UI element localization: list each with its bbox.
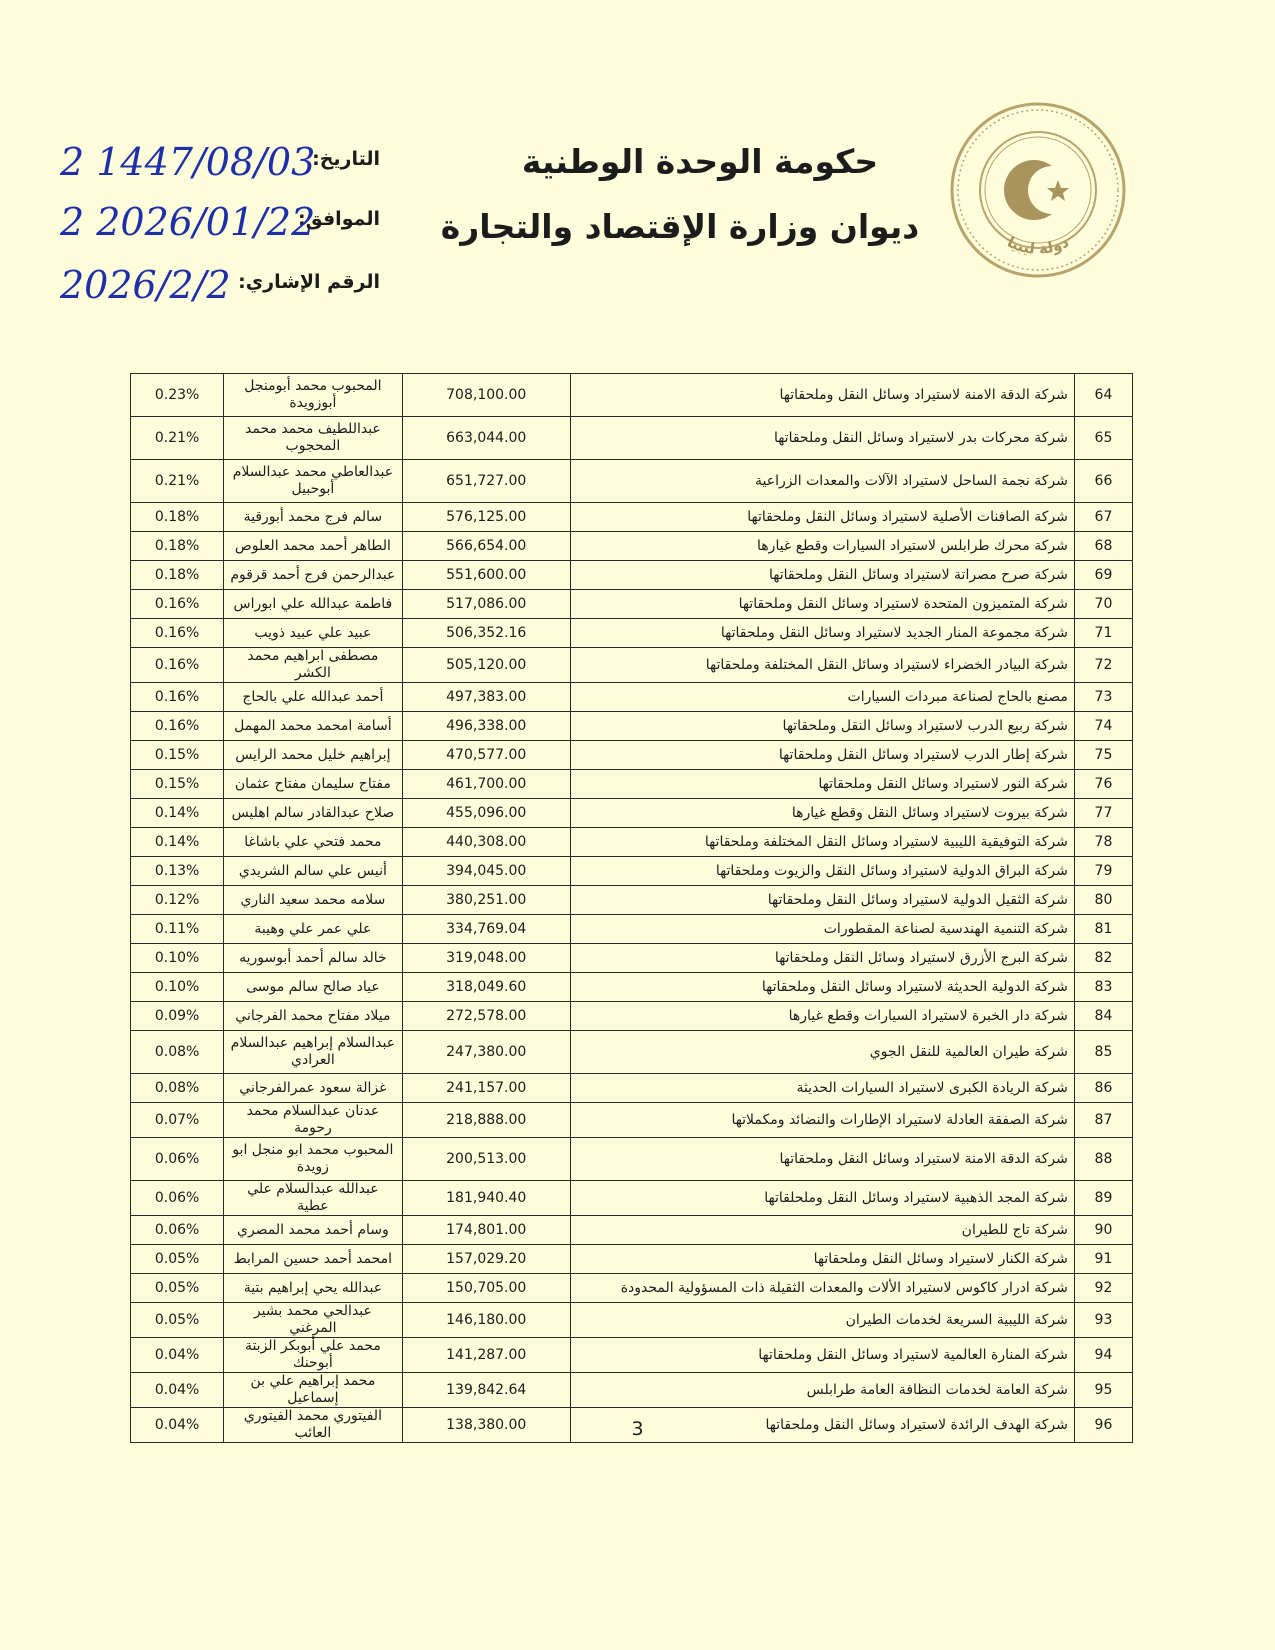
share-percent-cell: 0.18% [131, 532, 224, 561]
table-row [131, 1074, 1133, 1103]
row-number-cell: 64 [1074, 374, 1132, 417]
row-number-cell: 69 [1074, 561, 1132, 590]
share-percent-cell: 0.16% [131, 712, 224, 741]
table-row [131, 915, 1133, 944]
share-percent-cell: 0.21% [131, 460, 224, 503]
company-name-cell: شركة تاج للطيران [570, 1216, 1074, 1245]
share-percent-cell: 0.08% [131, 1074, 224, 1103]
owner-name-cell: مصطفى ابراهيم محمد الكشر [224, 648, 402, 683]
amount-cell: 497,383.00 [402, 683, 570, 712]
share-percent-cell: 0.06% [131, 1138, 224, 1181]
government-name: حكومة الوحدة الوطنية [521, 142, 879, 181]
companies-table [130, 373, 1133, 1443]
company-name-cell: شركة البيادر الخضراء لاستيراد وسائل النقل المختلفة وملحقاتها [570, 648, 1074, 683]
amount-cell: 174,801.00 [402, 1216, 570, 1245]
share-percent-cell: 0.07% [131, 1103, 224, 1138]
table-row [131, 770, 1133, 799]
share-percent-cell: 0.06% [131, 1181, 224, 1216]
share-percent-cell: 0.06% [131, 1216, 224, 1245]
company-name-cell: شركة النور لاستيراد وسائل النقل وملحقاتها [570, 770, 1074, 799]
gregorian-date-value: 2 2026/01/22 [60, 200, 316, 244]
reference-number-field [60, 263, 380, 313]
amount-cell: 506,352.16 [402, 619, 570, 648]
owner-name-cell: الطاهر أحمد محمد العلوص [224, 532, 402, 561]
row-number-cell: 91 [1074, 1245, 1132, 1274]
amount-cell: 141,287.00 [402, 1338, 570, 1373]
amount-cell: 218,888.00 [402, 1103, 570, 1138]
ministry-name: ديوان وزارة الإقتصاد والتجارة [440, 207, 920, 246]
row-number-cell: 76 [1074, 770, 1132, 799]
share-percent-cell: 0.12% [131, 886, 224, 915]
table-row [131, 741, 1133, 770]
share-percent-cell: 0.15% [131, 741, 224, 770]
table-row [131, 1181, 1133, 1216]
row-number-cell: 67 [1074, 503, 1132, 532]
row-number-cell: 71 [1074, 619, 1132, 648]
table-row [131, 460, 1133, 503]
company-name-cell: شركة نجمة الساحل لاستيراد الآلات والمعدات الزراعية [570, 460, 1074, 503]
amount-cell: 708,100.00 [402, 374, 570, 417]
company-name-cell: شركة المنارة العالمية لاستيراد وسائل النقل وملحقاتها [570, 1338, 1074, 1373]
amount-cell: 496,338.00 [402, 712, 570, 741]
share-percent-cell: 0.04% [131, 1373, 224, 1408]
amount-cell: 517,086.00 [402, 590, 570, 619]
share-percent-cell: 0.11% [131, 915, 224, 944]
row-number-cell: 88 [1074, 1138, 1132, 1181]
amount-cell: 505,120.00 [402, 648, 570, 683]
row-number-cell: 80 [1074, 886, 1132, 915]
owner-name-cell: ميلاد مفتاح محمد الفرجاني [224, 1002, 402, 1031]
row-number-cell: 66 [1074, 460, 1132, 503]
amount-cell: 470,577.00 [402, 741, 570, 770]
table-row [131, 1138, 1133, 1181]
table-row [131, 417, 1133, 460]
table-row [131, 973, 1133, 1002]
amount-cell: 440,308.00 [402, 828, 570, 857]
amount-cell: 200,513.00 [402, 1138, 570, 1181]
amount-cell: 334,769.04 [402, 915, 570, 944]
owner-name-cell: صلاح عبدالقادر سالم اهليس [224, 799, 402, 828]
table-row [131, 1274, 1133, 1303]
table-row [131, 1373, 1133, 1408]
owner-name-cell: المحبوب محمد أبومنجل أبوزويدة [224, 374, 402, 417]
company-name-cell: شركة الصافنات الأصلية لاستيراد وسائل النقل وملحقاتها [570, 503, 1074, 532]
company-name-cell: شركة محركات بدر لاستيراد وسائل النقل وملحقاتها [570, 417, 1074, 460]
table-row [131, 799, 1133, 828]
share-percent-cell: 0.15% [131, 770, 224, 799]
company-name-cell: شركة محرك طرابلس لاستيراد السيارات وقطع غيارها [570, 532, 1074, 561]
amount-cell: 247,380.00 [402, 1031, 570, 1074]
owner-name-cell: سلامه محمد سعيد الناري [224, 886, 402, 915]
share-percent-cell: 0.05% [131, 1303, 224, 1338]
table-row [131, 828, 1133, 857]
companies-table-body [131, 374, 1133, 1443]
company-name-cell: شركة التوفيقية الليبية لاستيراد وسائل النقل المختلفة وملحقاتها [570, 828, 1074, 857]
table-row [131, 712, 1133, 741]
table-row [131, 857, 1133, 886]
table-row [131, 590, 1133, 619]
owner-name-cell: أسامة امحمد محمد المهمل [224, 712, 402, 741]
owner-name-cell: عبدالحي محمد بشير المرغني [224, 1303, 402, 1338]
company-name-cell: شركة دار الخبرة لاستيراد السيارات وقطع غيارها [570, 1002, 1074, 1031]
share-percent-cell: 0.10% [131, 973, 224, 1002]
company-name-cell: شركة ادرار كاكوس لاستيراد الألات والمعدات الثقيلة ذات المسؤولية المحدودة [570, 1274, 1074, 1303]
company-name-cell: شركة التنمية الهندسية لصناعة المقطورات [570, 915, 1074, 944]
company-name-cell: شركة البرج الأزرق لاستيراد وسائل النقل وملحقاتها [570, 944, 1074, 973]
company-name-cell: شركة الهدف الرائدة لاستيراد وسائل النقل وملحقاتها [570, 1408, 1074, 1443]
share-percent-cell: 0.08% [131, 1031, 224, 1074]
company-name-cell: شركة الدقة الامنة لاستيراد وسائل النقل وملحقاتها [570, 1138, 1074, 1181]
share-percent-cell: 0.13% [131, 857, 224, 886]
table-row [131, 648, 1133, 683]
hijri-date-value: 2 1447/08/03 [60, 140, 316, 184]
table-row [131, 1245, 1133, 1274]
hijri-date-label: التاريخ: [312, 148, 380, 170]
row-number-cell: 74 [1074, 712, 1132, 741]
share-percent-cell: 0.16% [131, 648, 224, 683]
amount-cell: 394,045.00 [402, 857, 570, 886]
company-name-cell: شركة الدولية الحديثة لاستيراد وسائل النقل وملحقاتها [570, 973, 1074, 1002]
owner-name-cell: عبيد علي عبيد ذويب [224, 619, 402, 648]
owner-name-cell: عبدالسلام إبراهيم عبدالسلام العرادي [224, 1031, 402, 1074]
company-name-cell: شركة الصفقة العادلة لاستيراد الإطارات والنضائد ومكملاتها [570, 1103, 1074, 1138]
row-number-cell: 92 [1074, 1274, 1132, 1303]
row-number-cell: 81 [1074, 915, 1132, 944]
row-number-cell: 94 [1074, 1338, 1132, 1373]
row-number-cell: 70 [1074, 590, 1132, 619]
table-row [131, 1002, 1133, 1031]
row-number-cell: 79 [1074, 857, 1132, 886]
state-seal-emblem [948, 100, 1128, 280]
company-name-cell: مصنع بالحاج لصناعة مبردات السيارات [570, 683, 1074, 712]
table-row [131, 1031, 1133, 1074]
share-percent-cell: 0.18% [131, 561, 224, 590]
amount-cell: 663,044.00 [402, 417, 570, 460]
company-name-cell: شركة بيروت لاستيراد وسائل النقل وقطع غيارها [570, 799, 1074, 828]
owner-name-cell: مفتاح سليمان مفتاح عثمان [224, 770, 402, 799]
share-percent-cell: 0.18% [131, 503, 224, 532]
amount-cell: 455,096.00 [402, 799, 570, 828]
row-number-cell: 85 [1074, 1031, 1132, 1074]
owner-name-cell: محمد فتحي علي باشاغا [224, 828, 402, 857]
amount-cell: 146,180.00 [402, 1303, 570, 1338]
share-percent-cell: 0.16% [131, 619, 224, 648]
table-row [131, 1216, 1133, 1245]
amount-cell: 566,654.00 [402, 532, 570, 561]
share-percent-cell: 0.04% [131, 1338, 224, 1373]
share-percent-cell: 0.09% [131, 1002, 224, 1031]
owner-name-cell: الفيتوري محمد الفيتوري العائب [224, 1408, 402, 1443]
share-percent-cell: 0.05% [131, 1274, 224, 1303]
amount-cell: 241,157.00 [402, 1074, 570, 1103]
share-percent-cell: 0.04% [131, 1408, 224, 1443]
company-name-cell: شركة العامة لخدمات النظافة العامة طرابلس [570, 1373, 1074, 1408]
amount-cell: 551,600.00 [402, 561, 570, 590]
row-number-cell: 78 [1074, 828, 1132, 857]
row-number-cell: 68 [1074, 532, 1132, 561]
company-name-cell: شركة مجموعة المنار الجديد لاستيراد وسائل النقل وملحقاتها [570, 619, 1074, 648]
row-number-cell: 82 [1074, 944, 1132, 973]
reference-number-label: الرقم الإشاري: [238, 271, 380, 293]
amount-cell: 318,049.60 [402, 973, 570, 1002]
table-row [131, 561, 1133, 590]
amount-cell: 272,578.00 [402, 1002, 570, 1031]
amount-cell: 576,125.00 [402, 503, 570, 532]
amount-cell: 461,700.00 [402, 770, 570, 799]
owner-name-cell: محمد إبراهيم علي بن إسماعيل [224, 1373, 402, 1408]
company-name-cell: شركة الدقة الامنة لاستيراد وسائل النقل وملحقاتها [570, 374, 1074, 417]
amount-cell: 319,048.00 [402, 944, 570, 973]
table-row [131, 886, 1133, 915]
row-number-cell: 75 [1074, 741, 1132, 770]
owner-name-cell: امحمد أحمد حسين المرابط [224, 1245, 402, 1274]
share-percent-cell: 0.16% [131, 590, 224, 619]
owner-name-cell: عبداللطيف محمد محمد المحجوب [224, 417, 402, 460]
row-number-cell: 83 [1074, 973, 1132, 1002]
owner-name-cell: عبدالعاطي محمد عبدالسلام أبوحبيل [224, 460, 402, 503]
table-row [131, 619, 1133, 648]
amount-cell: 139,842.64 [402, 1373, 570, 1408]
owner-name-cell: إبراهيم خليل محمد الرايس [224, 741, 402, 770]
row-number-cell: 95 [1074, 1373, 1132, 1408]
row-number-cell: 93 [1074, 1303, 1132, 1338]
owner-name-cell: أحمد عبدالله علي بالحاج [224, 683, 402, 712]
row-number-cell: 90 [1074, 1216, 1132, 1245]
table-row [131, 1303, 1133, 1338]
page-number: 3 [631, 1418, 644, 1440]
svg-text:دولة ليبيا [1004, 233, 1072, 258]
row-number-cell: 77 [1074, 799, 1132, 828]
company-name-cell: شركة البراق الدولية لاستيراد وسائل النقل والزيوت وملحقاتها [570, 857, 1074, 886]
company-name-cell: شركة الليبية السريعة لخدمات الطيران [570, 1303, 1074, 1338]
owner-name-cell: محمد علي أبوبكر الزبتة أبوحنك [224, 1338, 402, 1373]
row-number-cell: 65 [1074, 417, 1132, 460]
row-number-cell: 72 [1074, 648, 1132, 683]
gregorian-date-label: الموافق: [298, 208, 380, 230]
company-name-cell: شركة صرح مصراتة لاستيراد وسائل النقل وملحقاتها [570, 561, 1074, 590]
amount-cell: 138,380.00 [402, 1408, 570, 1443]
owner-name-cell: خالد سالم أحمد أبوسوريه [224, 944, 402, 973]
table-row [131, 503, 1133, 532]
share-percent-cell: 0.05% [131, 1245, 224, 1274]
owner-name-cell: غزالة سعود عمرالفرجاني [224, 1074, 402, 1103]
owner-name-cell: عياد صالح سالم موسى [224, 973, 402, 1002]
amount-cell: 150,705.00 [402, 1274, 570, 1303]
owner-name-cell: علي عمر علي وهيبة [224, 915, 402, 944]
amount-cell: 380,251.00 [402, 886, 570, 915]
row-number-cell: 84 [1074, 1002, 1132, 1031]
owner-name-cell: عدنان عبدالسلام محمد رحومة [224, 1103, 402, 1138]
share-percent-cell: 0.16% [131, 683, 224, 712]
share-percent-cell: 0.21% [131, 417, 224, 460]
gregorian-date-field [60, 200, 380, 250]
row-number-cell: 96 [1074, 1408, 1132, 1443]
owner-name-cell: أنيس علي سالم الشريدي [224, 857, 402, 886]
share-percent-cell: 0.14% [131, 799, 224, 828]
company-name-cell: شركة المتميزون المتحدة لاستيراد وسائل النقل وملحقاتها [570, 590, 1074, 619]
share-percent-cell: 0.23% [131, 374, 224, 417]
owner-name-cell: سالم فرج محمد أبورقية [224, 503, 402, 532]
table-row [131, 1103, 1133, 1138]
owner-name-cell: فاطمة عبدالله علي ابوراس [224, 590, 402, 619]
amount-cell: 181,940.40 [402, 1181, 570, 1216]
owner-name-cell: عبدالرحمن فرج أحمد قرقوم [224, 561, 402, 590]
table-row [131, 374, 1133, 417]
share-percent-cell: 0.14% [131, 828, 224, 857]
owner-name-cell: وسام أحمد محمد المصري [224, 1216, 402, 1245]
table-row [131, 683, 1133, 712]
row-number-cell: 73 [1074, 683, 1132, 712]
company-name-cell: شركة ربيع الدرب لاستيراد وسائل النقل وملحقاتها [570, 712, 1074, 741]
company-name-cell: شركة إطار الدرب لاستيراد وسائل النقل وملحقاتها [570, 741, 1074, 770]
row-number-cell: 86 [1074, 1074, 1132, 1103]
table-row [131, 532, 1133, 561]
seal-text: دولة ليبيا [1004, 232, 1072, 258]
company-name-cell: شركة طيران العالمية للنقل الجوي [570, 1031, 1074, 1074]
row-number-cell: 89 [1074, 1181, 1132, 1216]
amount-cell: 157,029.20 [402, 1245, 570, 1274]
company-name-cell: شركة الريادة الكبرى لاستيراد السيارات الحديثة [570, 1074, 1074, 1103]
hijri-date-field [60, 140, 380, 190]
owner-name-cell: عبدالله عبدالسلام علي عطية [224, 1181, 402, 1216]
row-number-cell: 87 [1074, 1103, 1132, 1138]
table-row [131, 1338, 1133, 1373]
reference-number-value: 2026/2/2 [60, 263, 231, 307]
company-name-cell: شركة المجد الذهبية لاستيراد وسائل النقل وملحلقاتها [570, 1181, 1074, 1216]
amount-cell: 651,727.00 [402, 460, 570, 503]
company-name-cell: شركة الكنار لاستيراد وسائل النقل وملحقاتها [570, 1245, 1074, 1274]
owner-name-cell: عبدالله يحي إبراهيم بتية [224, 1274, 402, 1303]
share-percent-cell: 0.10% [131, 944, 224, 973]
company-name-cell: شركة الثقيل الدولية لاستيراد وسائل النقل وملحقاتها [570, 886, 1074, 915]
table-row [131, 944, 1133, 973]
owner-name-cell: المحبوب محمد ابو منجل ابو زويدة [224, 1138, 402, 1181]
